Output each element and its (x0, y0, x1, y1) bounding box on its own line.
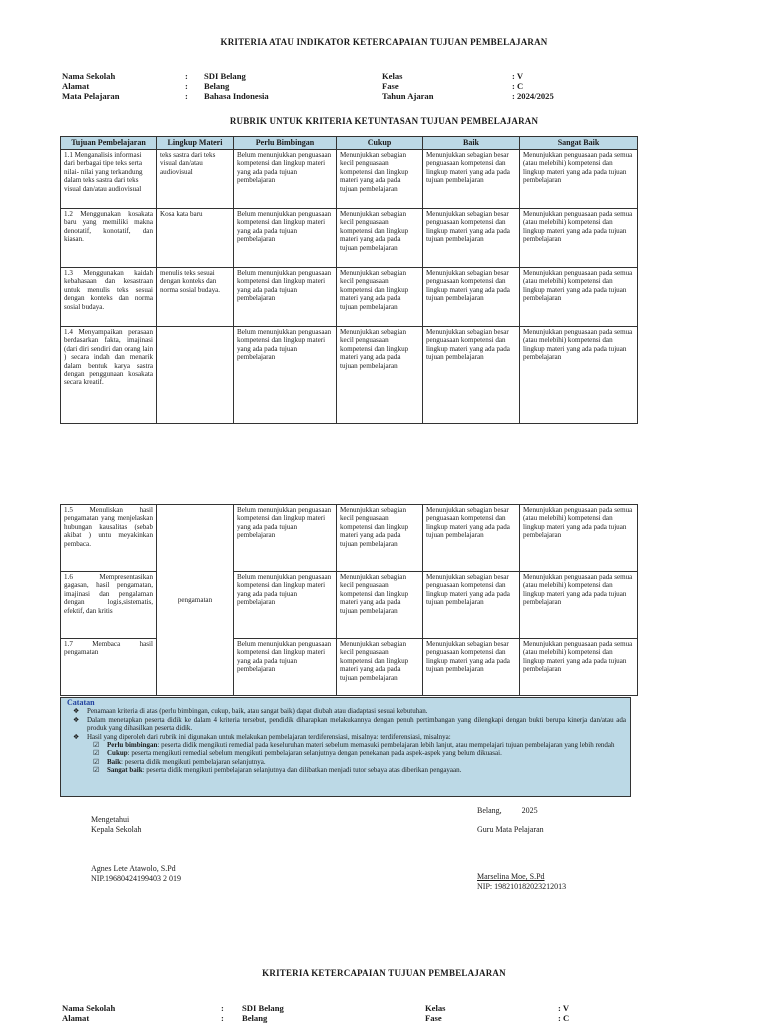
cell-sangat-baik: Menunjukkan penguasaan pada semua (atau melebihi) kompetensi dan lingkup materi yang ada pada tujuan pembelajaran (520, 327, 638, 424)
cell-sangat-baik: Menunjukkan penguasaan pada semua (atau melebihi) kompetensi dan lingkup materi yang ada pada tujuan pembelajaran (520, 150, 638, 209)
cell-tujuan: 1.7 Membaca hasil pengamatan (61, 639, 157, 696)
meta-label-subject: Mata Pelajaran (62, 91, 120, 101)
header-baik: Baik (423, 137, 520, 150)
cell-lingkup: teks sastra dari teks visual dan/atau audiovisual (157, 150, 234, 209)
table-row (61, 268, 638, 327)
page2-class-value: : V (558, 1003, 570, 1013)
meta-subject-value: Bahasa Indonesia (204, 91, 269, 101)
meta-sep: : (185, 71, 188, 81)
page2-address-value: Belang (242, 1013, 268, 1023)
meta-label-address: Alamat (62, 81, 90, 91)
cell-tujuan: 1.2 Menggunakan kosakata baru yang memiliki makna denotatif, konotatif, dan kiasan. (61, 209, 157, 268)
check-bullet-icon: ☑ (93, 749, 100, 758)
cell-tujuan: 1.6 Mempresentasikan gagasan, hasil pengamatan, imajinasi dan pengalaman dengan logis,sistematis, efektif, dan kritis (61, 572, 157, 639)
page2-label-address: Alamat (62, 1013, 90, 1023)
cell-tujuan: 1.4 Menyampaikan perasaan berdasarkan fakta, imajinasi (dari diri sendiri dan orang lain ) secara indah dan menarik dalam bentuk karya sastra dengan penggunaan kosakata secara kreatif. (61, 327, 157, 424)
page2-label-class: Kelas (425, 1003, 446, 1013)
header-cukup: Cukup (337, 137, 423, 150)
cell-perlu: Belum menunjukkan penguasaan kompetensi dan lingkup materi yang ada pada tujuan pembelajaran (234, 268, 337, 327)
kepala-sekolah-name: Agnes Lete Atawolo, S.Pd (91, 864, 176, 873)
note-sub-item (67, 741, 626, 749)
cell-baik: Menunjukkan sebagian besar penguasaan kompetensi dan lingkup materi yang ada pada tujuan pembelajaran (423, 572, 520, 639)
meta-label-year: Tahun Ajaran (382, 91, 434, 101)
diamond-bullet-icon: ❖ (73, 707, 80, 716)
page2-title: KRITERIA KETERCAPAIAN TUJUAN PEMBELAJARAN (262, 968, 506, 978)
table-header-row (61, 137, 638, 150)
table-row (61, 639, 638, 696)
cell-perlu: Belum menunjukkan penguasaan kompetensi dan lingkup materi yang ada pada tujuan pembelajaran (234, 505, 337, 572)
note-item (67, 733, 626, 741)
cell-baik: Menunjukkan sebagian besar penguasaan kompetensi dan lingkup materi yang ada pada tujuan pembelajaran (423, 639, 520, 696)
rubric-table (60, 136, 638, 424)
sub-item-term: Sangat baik (107, 766, 143, 775)
meta-phase-value: : C (512, 81, 524, 91)
meta-address-value: Belang (204, 81, 230, 91)
table-row (61, 505, 638, 572)
cell-cukup: Menunjukkan sebagian kecil penguasaan kompetensi dan lingkup materi yang ada pada tujuan pembelajaran (337, 572, 423, 639)
cell-lingkup (157, 327, 234, 424)
cell-tujuan: 1.5 Menuliskan hasil pengamatan yang menjelaskan hubungan kausalitas (sebab akibat ) untu meyakinkan pembaca. (61, 505, 157, 572)
kepala-sekolah-nip: NIP.19680424199403 2 019 (91, 874, 182, 883)
check-bullet-icon: ☑ (93, 741, 100, 750)
page2-meta-labels (62, 1003, 115, 1023)
page2-phase-value: : C (558, 1013, 570, 1023)
meta-right-labels (382, 71, 434, 101)
notes-box (60, 697, 631, 797)
cell-baik: Menunjukkan sebagian besar penguasaan kompetensi dan lingkup materi yang ada pada tujuan pembelajaran (423, 209, 520, 268)
table-row (61, 150, 638, 209)
meta-sep: : (221, 1013, 224, 1023)
meta-sep: : (221, 1003, 224, 1013)
meta-right-values (512, 71, 554, 101)
cell-perlu: Belum menunjukkan penguasaan kompetensi dan lingkup materi yang ada pada tujuan pembelajaran (234, 150, 337, 209)
header-lingkup: Lingkup Materi (157, 137, 234, 150)
document-title: KRITERIA ATAU INDIKATOR KETERCAPAIAN TUJUAN PEMBELAJARAN (220, 37, 548, 47)
cell-cukup: Menunjukkan sebagian kecil penguasaan kompetensi dan lingkup materi yang ada pada tujuan pembelajaran (337, 209, 423, 268)
note-sub-item (67, 766, 626, 774)
cell-lingkup-merged: pengamatan (157, 505, 234, 696)
rubric-title: RUBRIK UNTUK KRITERIA KETUNTASAN TUJUAN PEMBELAJARAN (229, 116, 539, 126)
sub-item-term: Cukup (107, 749, 128, 758)
cell-sangat-baik: Menunjukkan penguasaan pada semua (atau melebihi) kompetensi dan lingkup materi yang ada pada tujuan pembelajaran (520, 268, 638, 327)
meta-year-value: : 2024/2025 (512, 91, 554, 101)
cell-perlu: Belum menunjukkan penguasaan kompetensi dan lingkup materi yang ada pada tujuan pembelajaran (234, 209, 337, 268)
table-row (61, 209, 638, 268)
page2-label-phase: Fase (425, 1013, 442, 1023)
meta-class-value: : V (512, 71, 524, 81)
meta-separators (185, 71, 188, 101)
meta-school-value: SDI Belang (204, 71, 246, 81)
meta-sep: : (185, 91, 188, 101)
cell-perlu: Belum menunjukkan penguasaan kompetensi dan lingkup materi yang ada pada tujuan pembelajaran (234, 327, 337, 424)
header-tujuan: Tujuan Pembelajaran (61, 137, 157, 150)
cell-lingkup: Kosa kata baru (157, 209, 234, 268)
cell-sangat-baik: Menunjukkan penguasaan pada semua (atau melebihi) kompetensi dan lingkup materi yang ada pada tujuan pembelajaran (520, 505, 638, 572)
note-sub-item (67, 749, 626, 757)
note-text: Dalam menetapkan peserta didik ke dalam 4 kriteria tersebut, pendidik diharapkan melakukannya dengan penuh pertimbangan yang dilengkapi dengan bukti berupa kinerja dan/atau ada produk yang dihasilkan peserta didik. (87, 715, 626, 733)
page2-school-value: SDI Belang (242, 1003, 284, 1013)
cell-cukup: Menunjukkan sebagian kecil penguasaan kompetensi dan lingkup materi yang ada pada tujuan pembelajaran (337, 639, 423, 696)
cell-tujuan: 1.3 Menggunakan kaidah kebahasaan dan kesastraan untuk menulis teks sesuai dengan konteks dan norma sosial budaya. (61, 268, 157, 327)
page2-meta-seps (221, 1003, 224, 1023)
mengetahui-label: Mengetahui (91, 815, 130, 824)
guru-name: Marselina Moe, S.Pd (477, 872, 545, 881)
note-item (67, 716, 626, 733)
note-sub-item (67, 758, 626, 766)
rubric-table-continued (60, 504, 638, 696)
guru-title: Guru Mata Pelajaran (477, 825, 544, 834)
cell-cukup: Menunjukkan sebagian kecil penguasaan kompetensi dan lingkup materi yang ada pada tujuan pembelajaran (337, 268, 423, 327)
cell-baik: Menunjukkan sebagian besar penguasaan kompetensi dan lingkup materi yang ada pada tujuan pembelajaran (423, 327, 520, 424)
cell-perlu: Belum menunjukkan penguasaan kompetensi dan lingkup materi yang ada pada tujuan pembelajaran (234, 572, 337, 639)
kepala-sekolah-title: Kepala Sekolah (91, 825, 142, 834)
sub-item-text: : peserta didik mengikuti remedial pada keseluruhan materi sebelum memasuki pembelajaran lebih lanjut, atau mempelajari tujuan pembelajaran yang lebih rendah (157, 741, 615, 750)
cell-cukup: Menunjukkan sebagian kecil penguasaan kompetensi dan lingkup materi yang ada pada tujuan pembelajaran (337, 327, 423, 424)
table-row (61, 572, 638, 639)
sub-item-term: Perlu bimbingan (107, 741, 158, 750)
diamond-bullet-icon: ❖ (73, 715, 80, 724)
header-perlu: Perlu Bimbingan (234, 137, 337, 150)
page2-meta-right-labels (425, 1003, 446, 1023)
page2-meta-right-values (558, 1003, 569, 1023)
meta-left (62, 71, 120, 101)
note-text: Hasil yang diperoleh dari rubrik ini digunakan untuk melakukan pembelajaran terdiferensiasi, misalnya: terdiferensiasi, misalnya: (87, 732, 451, 741)
check-bullet-icon: ☑ (93, 766, 100, 775)
cell-baik: Menunjukkan sebagian besar penguasaan kompetensi dan lingkup materi yang ada pada tujuan pembelajaran (423, 150, 520, 209)
cell-cukup: Menunjukkan sebagian kecil penguasaan kompetensi dan lingkup materi yang ada pada tujuan pembelajaran (337, 505, 423, 572)
sub-item-text: : peserta didik mengikuti pembelajaran selanjutnya dan dilibatkan menjadi tutor sebaya atas diberikan pengayaan. (142, 766, 462, 775)
cell-sangat-baik: Menunjukkan penguasaan pada semua (atau melebihi) kompetensi dan lingkup materi yang ada pada tujuan pembelajaran (520, 572, 638, 639)
sub-item-text: : peserta didik mengikuti pembelajaran selanjutnya. (121, 757, 266, 766)
table-row (61, 327, 638, 424)
diamond-bullet-icon: ❖ (73, 732, 80, 741)
meta-label-school: Nama Sekolah (62, 71, 116, 81)
cell-lingkup: menulis teks sesuai dengan konteks dan norma sosial budaya. (157, 268, 234, 327)
cell-perlu: Belum menunjukkan penguasaan kompetensi dan lingkup materi yang ada pada tujuan pembelajaran (234, 639, 337, 696)
note-item (67, 707, 626, 715)
meta-label-phase: Fase (382, 81, 399, 91)
cell-sangat-baik: Menunjukkan penguasaan pada semua (atau melebihi) kompetensi dan lingkup materi yang ada pada tujuan pembelajaran (520, 639, 638, 696)
meta-values (204, 71, 269, 101)
meta-label-class: Kelas (382, 71, 403, 81)
cell-baik: Menunjukkan sebagian besar penguasaan kompetensi dan lingkup materi yang ada pada tujuan pembelajaran (423, 505, 520, 572)
cell-cukup: Menunjukkan sebagian kecil penguasaan kompetensi dan lingkup materi yang ada pada tujuan pembelajaran (337, 150, 423, 209)
notes-heading: Catatan (67, 698, 95, 707)
check-bullet-icon: ☑ (93, 757, 100, 766)
cell-tujuan: 1.1 Menganalisis informasi dari berbagai tipe teks serta nilai- nilai yang terkandung dalam teks sastra dari teks visual dan/atau audiovisual (61, 150, 157, 209)
page2-meta-values (242, 1003, 284, 1023)
page2-label-school: Nama Sekolah (62, 1003, 116, 1013)
cell-baik: Menunjukkan sebagian besar penguasaan kompetensi dan lingkup materi yang ada pada tujuan pembelajaran (423, 268, 520, 327)
cell-sangat-baik: Menunjukkan penguasaan pada semua (atau melebihi) kompetensi dan lingkup materi yang ada pada tujuan pembelajaran (520, 209, 638, 268)
meta-sep: : (185, 81, 188, 91)
sub-item-text: : peserta mengikuti remedial sebelum mengikuti pembelajaran selanjutnya dengan penekanan pada aspek-aspek yang belum dikuasai. (127, 749, 502, 758)
header-sangat-baik: Sangat Baik (520, 137, 638, 150)
place-date: Belang, 2025 (477, 806, 538, 815)
guru-nip: NIP: 198210182023212013 (477, 882, 567, 891)
note-text: Penamaan kriteria di atas (perlu bimbingan, cukup, baik, atau sangat baik) dapat diubah atau diadaptasi sesuai kebutuhan. (87, 707, 428, 716)
sub-item-term: Baik (107, 757, 122, 766)
